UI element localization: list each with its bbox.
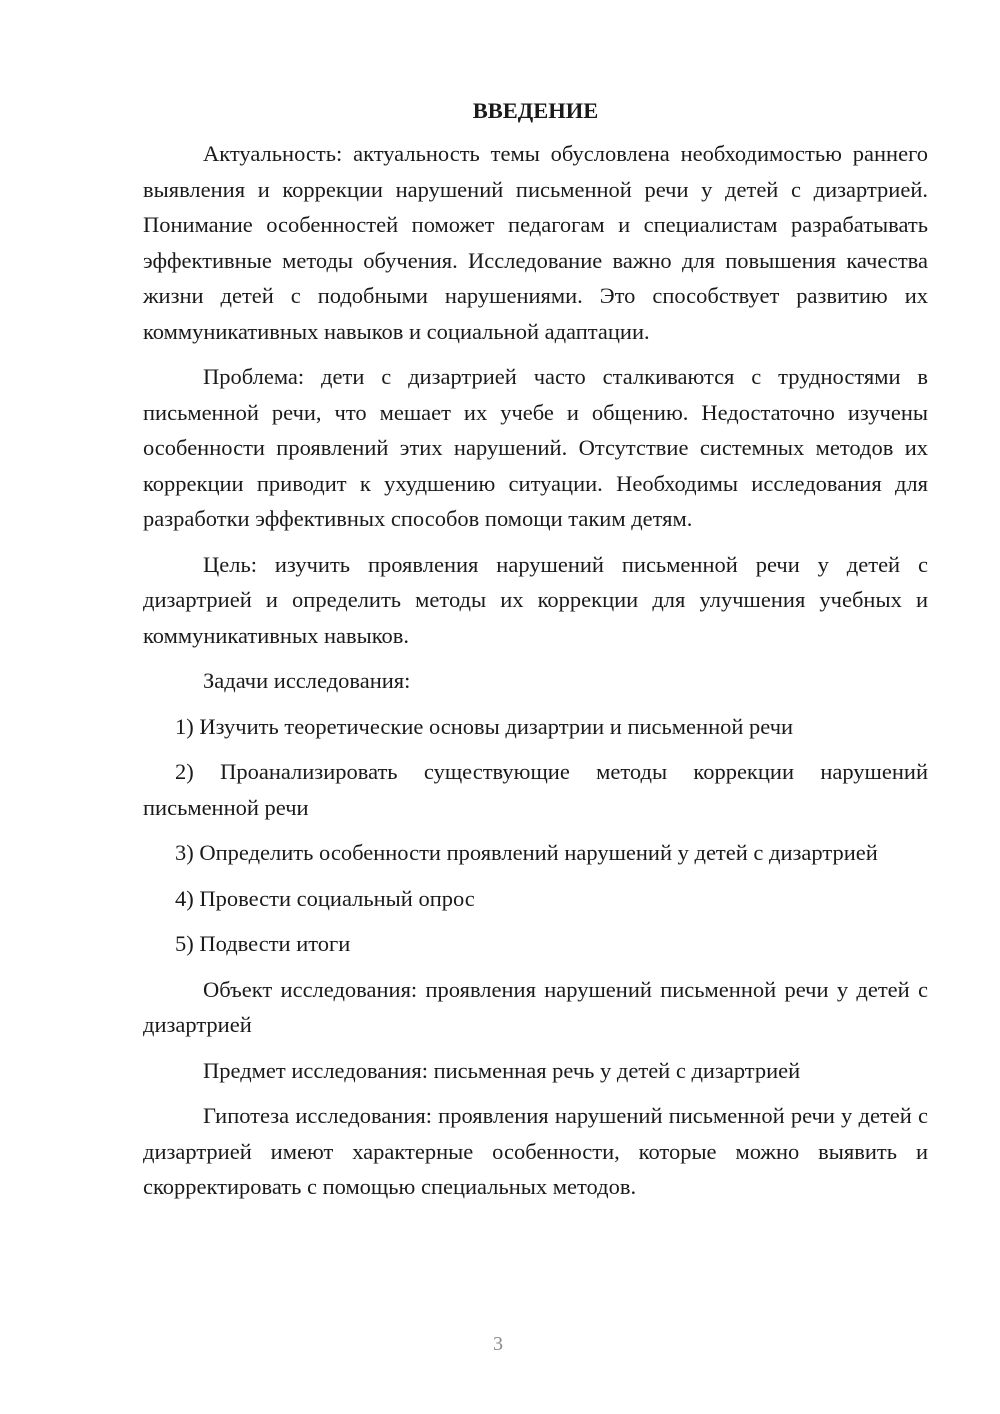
section-title: ВВЕДЕНИЕ xyxy=(472,98,599,123)
tasks-heading: Задачи исследования: xyxy=(203,668,411,693)
page-number: 3 xyxy=(493,1333,507,1355)
task-item-4: 4) Провести социальный опрос xyxy=(175,885,475,911)
task-item-3: 3) Определить особенности проявлений нарушений у детей с дизартрией xyxy=(175,840,878,865)
page-content xyxy=(143,96,928,1215)
object-paragraph: Объект исследования: проявления нарушений письменной речи у детей с дизартрией xyxy=(143,976,928,1037)
task-item-2: 2) Проанализировать существующие методы коррекции нарушений письменной речи xyxy=(143,759,928,820)
subject-paragraph: Предмет исследования: письменная речь у детей с дизартрией xyxy=(203,1057,801,1083)
relevance-paragraph: Актуальность: актуальность темы обусловлена необходимостью раннего выявления и коррекции нарушений письменной речи у детей с дизартрией. Понимание особенностей поможет педагогам и специалистам разрабатывать эффективные методы обучения. Исследование важно для повышения качества жизни детей с подобными нарушениями. Это способствует развитию их коммуникативных навыков и социальной адаптации. xyxy=(143,141,928,344)
task-item-1: 1) Изучить теоретические основы дизартрии и письменной речи xyxy=(175,713,794,739)
problem-paragraph: Проблема: дети с дизартрией часто сталкиваются с трудностями в письменной речи, что мешает их учебе и общению. Недостаточно изучены особенности проявлений этих нарушений. Отсутствие системных методов их коррекции приводит к ухудшению ситуации. Необходимы исследования для разработки эффективных способов помощи таким детям. xyxy=(143,364,928,531)
task-item-5: 5) Подвести итоги xyxy=(175,931,351,956)
goal-paragraph: Цель: изучить проявления нарушений письменной речи у детей с дизартрией и определить методы их коррекции для улучшения учебных и коммуникативных навыков. xyxy=(143,551,928,648)
hypothesis-paragraph: Гипотеза исследования: проявления нарушений письменной речи у детей с дизартрией имеют характерные особенности, которые можно выявить и скорректировать с помощью специальных методов. xyxy=(143,1103,928,1199)
